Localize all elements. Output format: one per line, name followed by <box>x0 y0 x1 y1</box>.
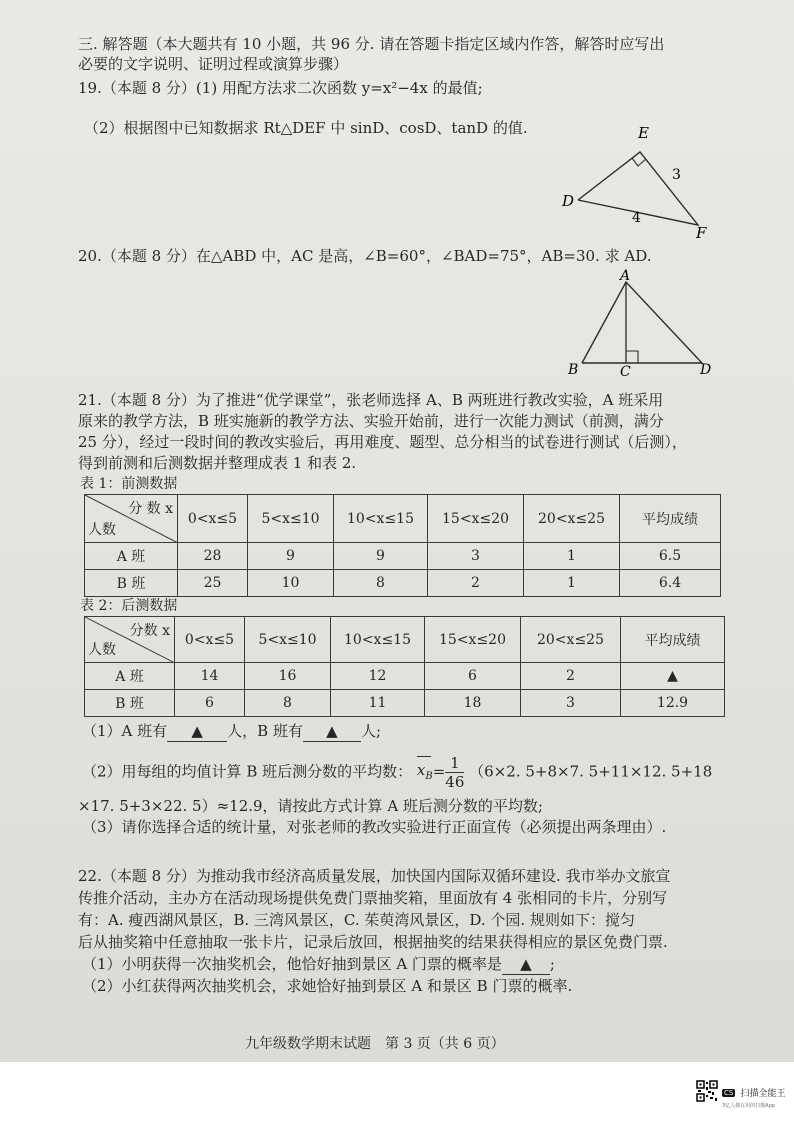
table1-pretest <box>84 494 721 597</box>
q21-part3: （3）请你选择合适的统计量，对张老师的教改实验进行正面宣传（必须提出两条理由）. <box>82 818 667 836</box>
table1-corner-bottom: 人数 <box>88 522 116 538</box>
fraction-1-46 <box>445 754 464 791</box>
table1-cell: 10 <box>248 570 334 597</box>
fraction-den: 46 <box>445 773 465 791</box>
table1-cell: 9 <box>334 543 428 570</box>
table2-header: 0<x≤5 <box>175 617 245 663</box>
q22-line4: 后从抽奖箱中任意抽取一张卡片，记录后放回，根据抽奖的结果获得相应的景区免费门票. <box>78 933 668 951</box>
q22-line2: 传推介活动，主办方在活动现场提供免费门票抽奖箱，里面放有 4 张相同的卡片，分别写 <box>78 889 668 907</box>
q21-part1-c: 人; <box>360 722 382 740</box>
table1-cell: 8 <box>334 570 428 597</box>
vertex-f-label: F <box>696 224 707 242</box>
q20-text: 20.（本题 8 分）在△ABD 中，AC 是高，∠B=60°，∠BAD=75°，AB=30. 求 AD. <box>78 247 652 265</box>
q22-part1-b: ; <box>549 955 555 973</box>
q19-part2: （2）根据图中已知数据求 Rt△DEF 中 sinD、cosD、tanD 的值. <box>84 119 528 137</box>
q21-part2-b: （6×2. 5+8×7. 5+11×12. 5+18 <box>469 762 713 781</box>
table1-header: 平均成绩 <box>620 495 721 543</box>
table2-header: 5<x≤10 <box>245 617 331 663</box>
answer-blank: ▲ <box>502 954 550 975</box>
table1-row-a <box>85 543 721 570</box>
table2-corner-top: 分数 x <box>129 623 170 639</box>
table2-row-a <box>85 663 725 690</box>
q21-line1: 21.（本题 8 分）为了推进“优学课堂”，张老师选择 A、B 两班进行教改实验，A 班采用 <box>78 391 664 409</box>
side-df-label: 4 <box>632 210 641 226</box>
table1-cell: 9 <box>248 543 334 570</box>
table1-header: 5<x≤10 <box>248 495 334 543</box>
table2-cell: 12.9 <box>621 690 725 717</box>
table1-cell: 28 <box>178 543 248 570</box>
table2-corner-bottom: 人数 <box>88 642 116 658</box>
table1-corner <box>85 495 178 543</box>
answer-blank: ▲ <box>303 721 361 742</box>
q21-part1-b: 人，B 班有 <box>227 722 303 740</box>
table2-row-label: B 班 <box>85 690 175 717</box>
table1-cell: 1 <box>524 570 620 597</box>
table1-cell: 6.5 <box>620 543 721 570</box>
table2-row-label: A 班 <box>85 663 175 690</box>
table1-header: 15<x≤20 <box>428 495 524 543</box>
table2-cell: 11 <box>331 690 425 717</box>
scanner-watermark <box>722 1082 785 1109</box>
table1-cell: 2 <box>428 570 524 597</box>
q21-part2 <box>82 754 712 791</box>
xbar-x: x <box>416 761 426 779</box>
table2-cell: 16 <box>245 663 331 690</box>
fraction-num: 1 <box>445 754 464 773</box>
q21-part2-cont: ×17. 5+3×22. 5）≈12.9，请按此方式计算 A 班后测分数的平均数; <box>78 797 543 815</box>
q22-part2: （2）小红获得两次抽奖机会，求她恰好抽到景区 A 和景区 B 门票的概率. <box>82 977 573 995</box>
table2-cell: 12 <box>331 663 425 690</box>
table2-header: 平均成绩 <box>621 617 725 663</box>
table2-cell: 2 <box>521 663 621 690</box>
table2-header: 20<x≤25 <box>521 617 621 663</box>
table1-caption: 表 1：前测数据 <box>80 476 178 492</box>
triangle-abd-figure <box>560 268 720 378</box>
q22-line3: 有：A. 瘦西湖风景区，B. 三湾风景区，C. 茱萸湾风景区，D. 个园. 规则如下：搅匀 <box>78 911 635 929</box>
table2-cell: 18 <box>425 690 521 717</box>
q21-part2-a: （2）用每组的均值计算 B 班后测分数的平均数： <box>82 762 413 781</box>
vertex-d-label: D <box>562 192 575 210</box>
table2-corner <box>85 617 175 663</box>
answer-blank: ▲ <box>167 721 227 742</box>
table2-cell: ▲ <box>621 663 725 690</box>
camscanner-logo: CS <box>724 1088 734 1097</box>
q21-line2: 原来的教学方法，B 班实施新的教学方法、实验开始前，进行一次能力测试（前测，满分 <box>78 412 664 430</box>
q22-part1-a: （1）小明获得一次抽奖机会，他恰好抽到景区 A 门票的概率是 <box>82 955 502 973</box>
q21-part1-a: （1）A 班有 <box>82 722 168 740</box>
camscanner-slogan: 3亿人都在用的扫描App <box>722 1103 775 1109</box>
q22-line1: 22.（本题 8 分）为推动我市经济高质量发展，加快国内国际双循环建设. 我市举办文旅宣 <box>78 867 671 885</box>
table1-header: 0<x≤5 <box>178 495 248 543</box>
q19-part1: 19.（本题 8 分）(1) 用配方法求二次函数 y=x²−4x 的最值; <box>78 79 483 97</box>
section-title: 三. 解答题（本大题共有 10 小题，共 96 分. 请在答题卡指定区域内作答，解答时应写出 <box>78 35 665 53</box>
table1-header: 20<x≤25 <box>524 495 620 543</box>
xbar-sub: B <box>425 771 433 782</box>
table1-cell: 3 <box>428 543 524 570</box>
table2-cell: 14 <box>175 663 245 690</box>
table2-header: 10<x≤15 <box>331 617 425 663</box>
table1-row-label: A 班 <box>85 543 178 570</box>
vertex-e-label: E <box>638 124 649 142</box>
vertex-b-label: B <box>568 362 579 378</box>
table1-cell: 6.4 <box>620 570 721 597</box>
table2-cell: 3 <box>521 690 621 717</box>
camscanner-name: 扫描全能王 <box>740 1089 786 1099</box>
xbar-symbol <box>417 756 433 789</box>
side-ef-label: 3 <box>672 167 681 183</box>
vertex-c-label: C <box>620 364 631 378</box>
vertex-a-label: A <box>620 268 631 284</box>
q21-line3: 25 分），经过一段时间的教改实验后，再用难度、题型、总分相当的试卷进行测试（后测）， <box>78 433 687 451</box>
page-footer: 九年级数学期末试题 第 3 页（共 6 页） <box>245 1036 505 1052</box>
table2-row-b <box>85 690 725 717</box>
table2-caption: 表 2：后测数据 <box>80 598 178 614</box>
q21-line4: 得到前测和后测数据并整理成表 1 和表 2. <box>78 454 357 472</box>
q22-part1 <box>82 954 555 975</box>
triangle-def-figure <box>550 118 720 243</box>
q21-part1 <box>82 721 381 742</box>
table2-header: 15<x≤20 <box>425 617 521 663</box>
table2-posttest <box>84 616 725 717</box>
table1-header: 10<x≤15 <box>334 495 428 543</box>
qr-code-icon <box>696 1080 718 1102</box>
table1-cell: 25 <box>178 570 248 597</box>
table1-row-label: B 班 <box>85 570 178 597</box>
table2-cell: 6 <box>425 663 521 690</box>
table2-cell: 8 <box>245 690 331 717</box>
table2-cell: 6 <box>175 690 245 717</box>
section-title-cont: 必要的文字说明、证明过程或演算步骤） <box>78 55 349 73</box>
xbar-equals: = <box>432 762 446 781</box>
table1-row-b <box>85 570 721 597</box>
vertex-d2-label: D <box>700 362 712 378</box>
table1-cell: 1 <box>524 543 620 570</box>
table1-corner-top: 分 数 x <box>128 501 173 517</box>
